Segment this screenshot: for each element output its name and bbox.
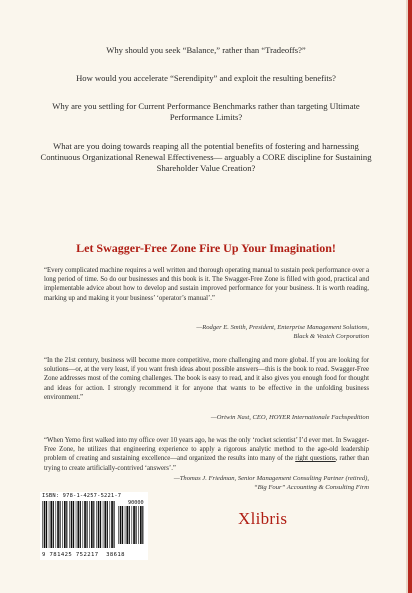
barcode-bar	[100, 501, 101, 548]
barcode-bar	[142, 506, 143, 544]
tagline: Let Swagger-Free Zone Fire Up Your Imagination!	[76, 241, 336, 255]
friedman-text-before: “When Yemo first walked into my office over 10 years ago, he was the only ‘rocket scientist’ I’d ever met. In Swagger-Free Zone, he utilizes that engineering experience to apply a rigorous analytic method to the age-old leadership problem of creating and sustaining excellence—and organized the results into many of the	[44, 437, 369, 463]
barcode-bar	[80, 501, 81, 548]
barcode-bar	[126, 506, 128, 544]
barcode-bar	[93, 501, 94, 548]
barcode-bar	[120, 506, 122, 544]
question-serendipity: How would you accelerate “Serendipity” and exploit the resulting benefits?	[76, 73, 336, 83]
question-balance: Why should you seek “Balance,” rather than “Tradeoffs?”	[106, 45, 306, 55]
barcode-bar	[114, 501, 115, 548]
friedman-text-underlined: right questions	[295, 455, 336, 463]
barcode-digits-addon: 38618	[106, 552, 125, 558]
endorsement-friedman	[44, 436, 369, 473]
barcode-bar	[42, 501, 43, 548]
attribution-nast: —Ortwin Nast, CEO, HOYER Internationale Fachspedition	[210, 414, 369, 421]
barcode-bar	[107, 501, 108, 548]
barcode-bar	[76, 501, 77, 548]
barcode-bar	[71, 501, 73, 548]
barcode-bar	[91, 501, 93, 548]
barcode-bar	[125, 506, 126, 544]
price-code: 90000	[128, 500, 144, 506]
barcode-bar	[60, 501, 61, 548]
barcode-bar	[140, 506, 142, 544]
attribution-smith-line2: Black & Veatch Corporation	[293, 333, 369, 340]
barcode-bar	[57, 501, 59, 548]
barcode-bar	[132, 506, 133, 544]
barcode-bar	[49, 501, 50, 548]
friedman-text-after: , rather than trying to create artificially-contrived ‘answers’.”	[44, 455, 369, 472]
barcode-bar	[138, 506, 139, 544]
barcode-bar	[44, 501, 46, 548]
barcode-bar	[136, 506, 137, 544]
barcode-bar	[69, 501, 70, 548]
barcode-bar	[73, 501, 74, 548]
barcode-bar	[46, 501, 47, 548]
barcode-bar	[84, 501, 86, 548]
question-core: What are you doing towards reaping all the potential benefits of fostering and harnessing Continuous Organizational Renewal Effectiveness— arguably a CORE discipline for Sustaining Shareholder Value Creation?	[40, 141, 372, 173]
endorsement-smith: “Every complicated machine requires a well written and thorough operating manual to sustain peek performance over a long period of time. So do our businesses and this book is it. The Swagger-Free Zone is filled with good, practical and implementable advice about how to develop and sustain improved performance for your business. It is worth reading, marking up and making it your business’ ‘operator’s manual’.”	[44, 267, 369, 302]
price-barcode	[118, 506, 146, 544]
attribution-friedman-line1: —Thomas J. Friedman, Senior Management Consulting Partner (retired),	[173, 475, 369, 482]
barcode-bar	[103, 501, 104, 548]
barcode-bar	[98, 501, 100, 548]
barcode-bar	[53, 501, 54, 548]
barcode-bar	[56, 501, 57, 548]
publisher-logo: Xlibris	[238, 509, 288, 528]
barcode-digits-main: 9 781425 752217	[42, 552, 99, 558]
isbn-text: ISBN: 978-1-4257-5221-7	[42, 493, 122, 499]
barcode-bar	[66, 501, 67, 548]
barcode-bar	[122, 506, 123, 544]
barcode-bar	[133, 506, 135, 544]
barcode-bar	[83, 501, 84, 548]
barcode-bar	[110, 501, 111, 548]
attribution-friedman-line2: “Big Four” Accounting & Consulting Firm	[253, 484, 369, 491]
barcode-bar	[87, 501, 88, 548]
barcode-bar	[96, 501, 97, 548]
barcode-bar	[77, 501, 79, 548]
barcode-bar	[50, 501, 52, 548]
endorsement-nast: “In the 21st century, business will become more competitive, more challenging and more global. If you are looking for solutions—or, at the very least, if you want fresh ideas about possible answers—this is the book to read. Swagger-Free Zone addresses most of the coming challenges. The book is easy to read, and it also gives you enough food for thought and ideas for action. I strongly recommend it for anyone that wants to be effective in the unfolding business environment.”	[44, 357, 369, 401]
spine-edge	[408, 0, 412, 593]
barcode-bar	[89, 501, 90, 548]
barcode-bar	[104, 501, 106, 548]
question-benchmarks: Why are you settling for Current Performance Benchmarks rather than targeting Ultimate Performance Limits?	[52, 101, 360, 122]
barcode-digits	[42, 552, 125, 558]
attribution-smith-line1: —Rodger E. Smith, President, Enterprise Management Solutions,	[196, 324, 369, 331]
barcode-bar	[62, 501, 63, 548]
barcode-bar	[118, 506, 119, 544]
barcode-bar	[111, 501, 113, 548]
barcode-bar	[64, 501, 66, 548]
barcode-bar	[129, 506, 130, 544]
